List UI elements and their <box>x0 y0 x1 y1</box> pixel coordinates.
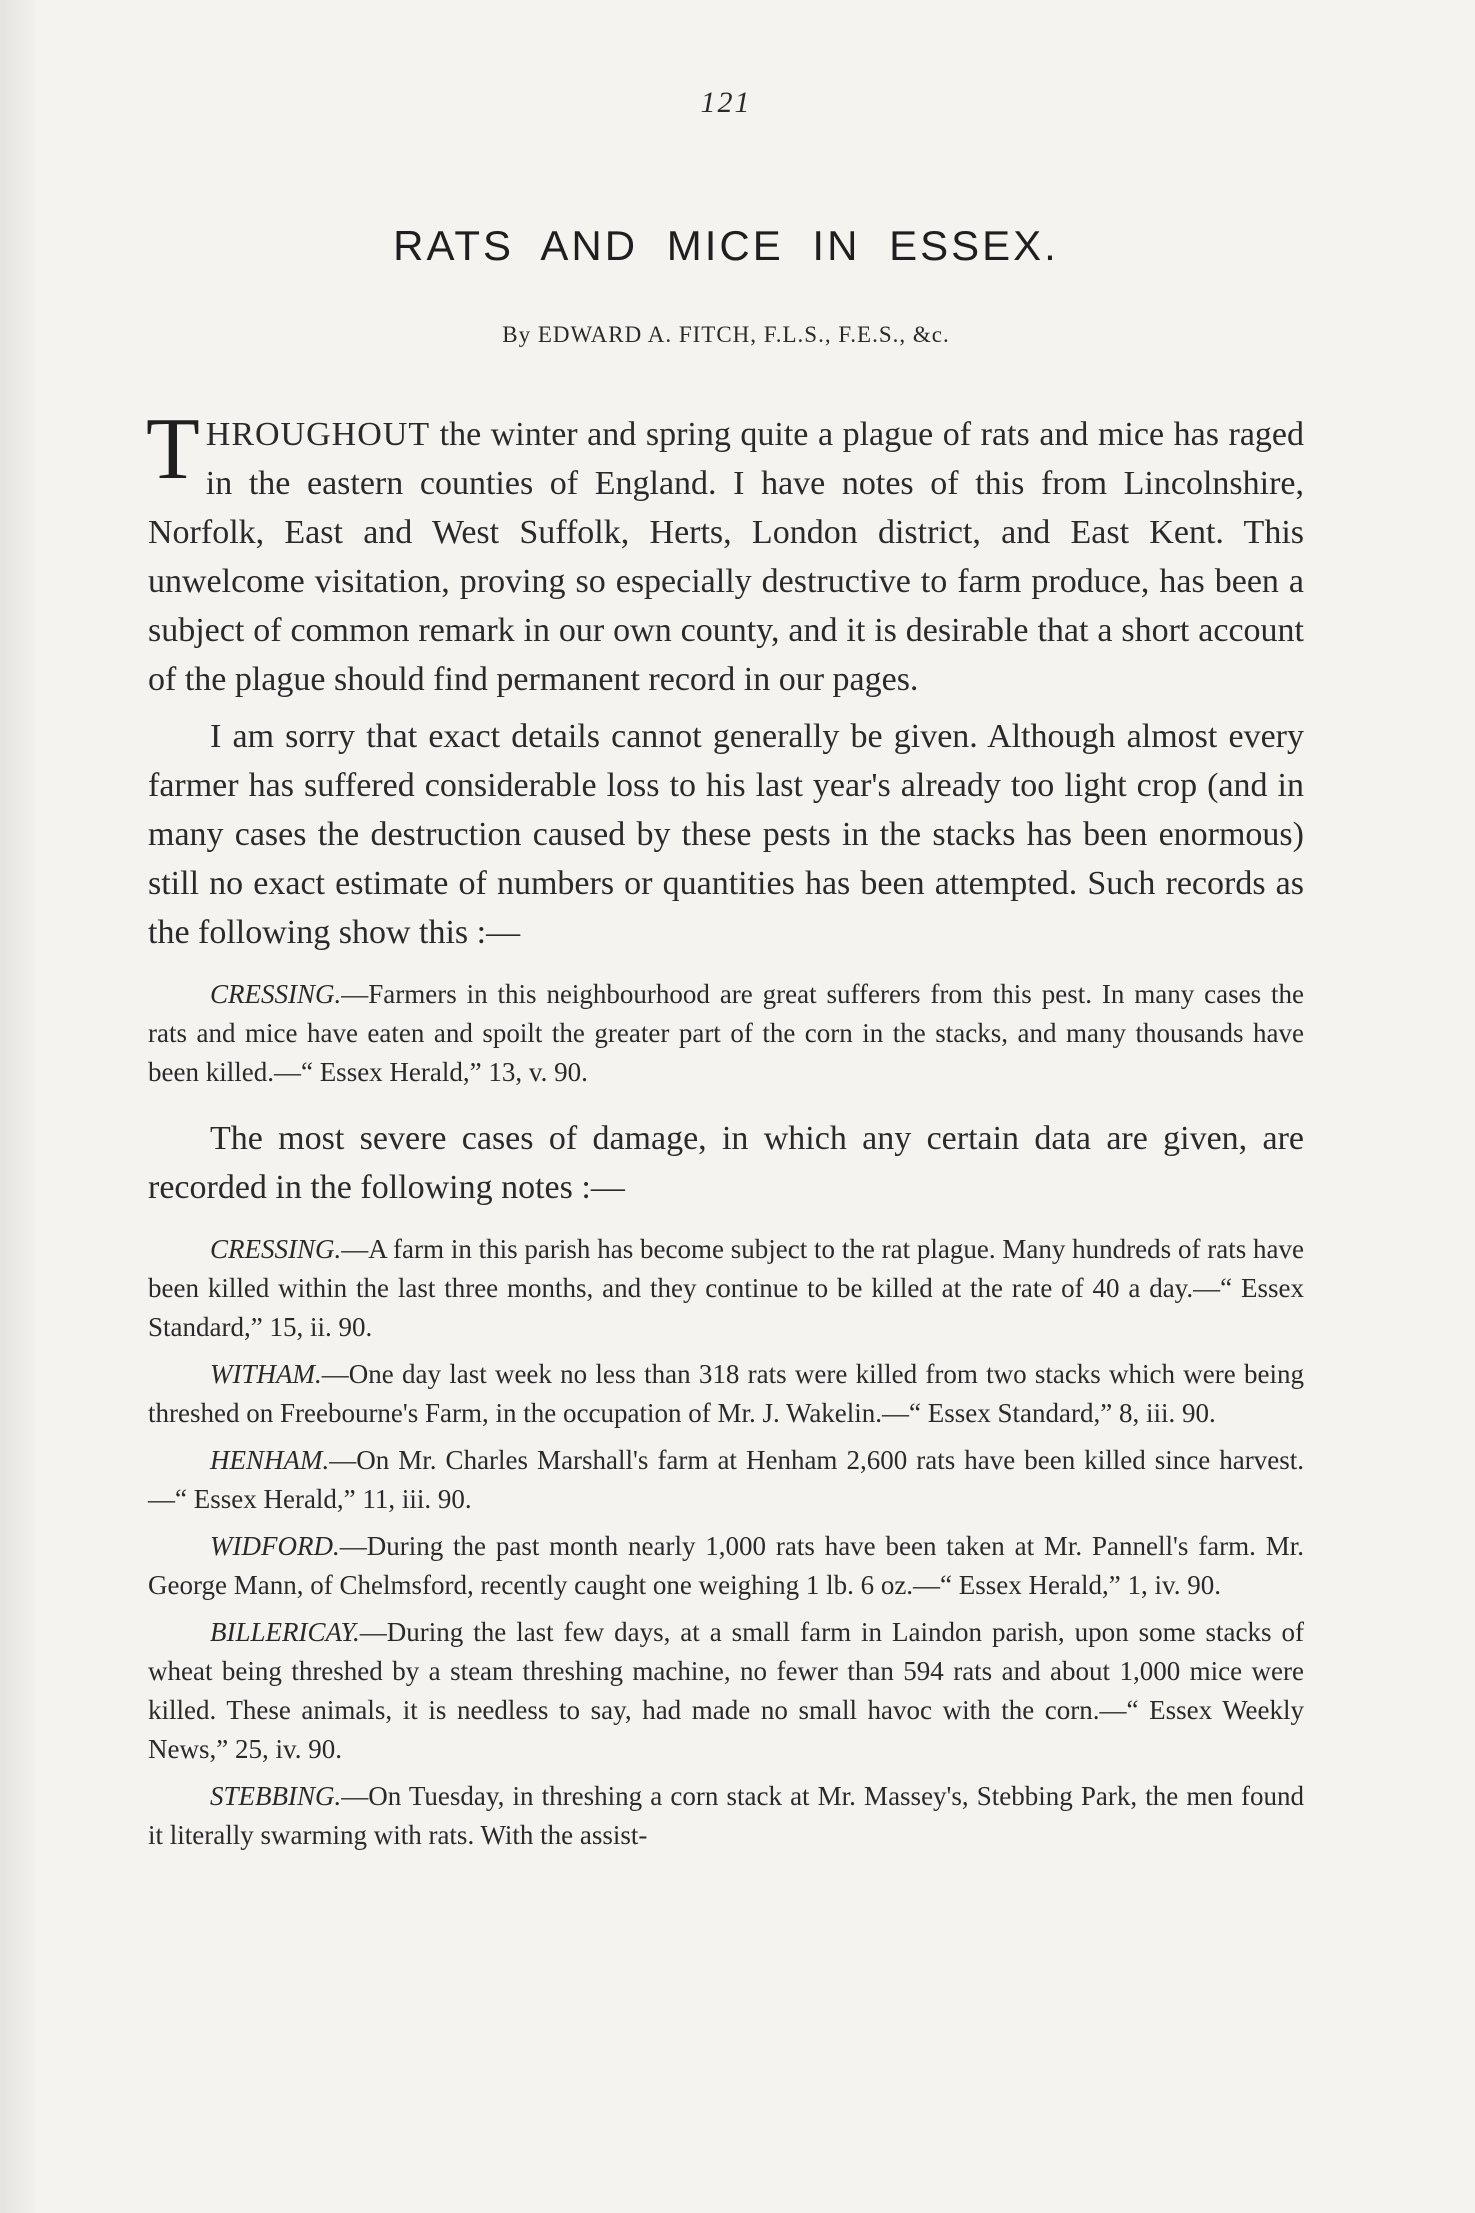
intro-caps-word: HROUGHOUT <box>205 416 431 453</box>
paragraph-details: I am sorry that exact details cannot generally be given. Although almost every farmer has suffered considerable loss to his last year's already too light crop (and in many cases the destruction caused by these pests in the stacks has been enormous) still no exact estimate of numbers or quantities has been attempted. Such records as the following show this :— <box>148 718 1304 951</box>
note-text: —During the past month nearly 1,000 rats have been taken at Mr. Pannell's farm. Mr. George Mann, of Chelmsford, recently caught one weighing 1 lb. 6 oz.—“ Essex Herald,” 1, iv. 90. <box>148 1531 1304 1600</box>
place-name: HENHAM. <box>210 1445 330 1475</box>
note-witham <box>148 1355 1304 1433</box>
place-name: WIDFORD. <box>210 1531 340 1561</box>
note-henham <box>148 1441 1304 1519</box>
article-title: RATS AND MICE IN ESSEX. <box>393 222 1059 269</box>
drop-cap: T <box>146 401 200 498</box>
place-name: CRESSING. <box>210 1234 342 1264</box>
quote-text: —Farmers in this neighbourhood are great sufferers from this pest. In many cases the rats and mice have eaten and spoilt the greater part of the corn in the stacks, and many thousands have been killed.—“ Essex Herald,” 13, v. 90. <box>148 979 1304 1087</box>
page-edge-shadow <box>0 0 40 2213</box>
place-name: WITHAM. <box>210 1359 322 1389</box>
note-stebbing <box>148 1777 1304 1855</box>
place-name: CRESSING. <box>210 979 342 1009</box>
intro-paragraph <box>146 401 1304 704</box>
article-byline: By EDWARD A. FITCH, F.L.S., F.E.S., &c. <box>502 322 950 347</box>
note-text: —During the last few days, at a small farm in Laindon parish, upon some stacks of wheat being threshed by a steam threshing machine, no fewer than 594 rats and about 1,000 mice were killed. These animals, it is needless to say, had made no small havoc with the corn.—“ Essex Weekly News,” 25, iv. 90. <box>148 1617 1304 1764</box>
paragraph-severe-cases: The most severe cases of damage, in which any certain data are given, are recorded in the following notes :— <box>148 1120 1304 1206</box>
quote-cressing-herald <box>148 975 1304 1092</box>
note-text: —On Tuesday, in threshing a corn stack at Mr. Massey's, Stebbing Park, the men found it literally swarming with rats. With the assist- <box>148 1781 1304 1850</box>
note-text: —One day last week no less than 318 rats were killed from two stacks which were being threshed on Freebourne's Farm, in the occupation of Mr. J. Wakelin.—“ Essex Standard,” 8, iii. 90. <box>148 1359 1304 1428</box>
place-name: BILLERICAY. <box>210 1617 360 1647</box>
note-text: —On Mr. Charles Marshall's farm at Henham 2,600 rats have been killed since harvest.—“ Essex Herald,” 11, iii. 90. <box>148 1445 1304 1514</box>
note-billericay <box>148 1613 1304 1769</box>
page-number: 121 <box>700 86 752 119</box>
note-cressing <box>148 1230 1304 1347</box>
place-name: STEBBING. <box>210 1781 342 1811</box>
note-widford <box>148 1527 1304 1605</box>
article-body <box>146 401 1304 1855</box>
note-text: —A farm in this parish has become subject to the rat plague. Many hundreds of rats have been killed within the last three months, and they continue to be killed at the rate of 40 a day.—“ Essex Standard,” 15, ii. 90. <box>148 1234 1304 1342</box>
intro-text: the winter and spring quite a plague of rats and mice has raged in the eastern counties of England. I have notes of this from Lincolnshire, Norfolk, East and West Suffolk, Herts, London district, and East Kent. This unwelcome visitation, proving so especially destructive to farm produce, has been a subject of common remark in our own county, and it is desirable that a short account of the plague should find permanent record in our pages. <box>148 416 1304 698</box>
